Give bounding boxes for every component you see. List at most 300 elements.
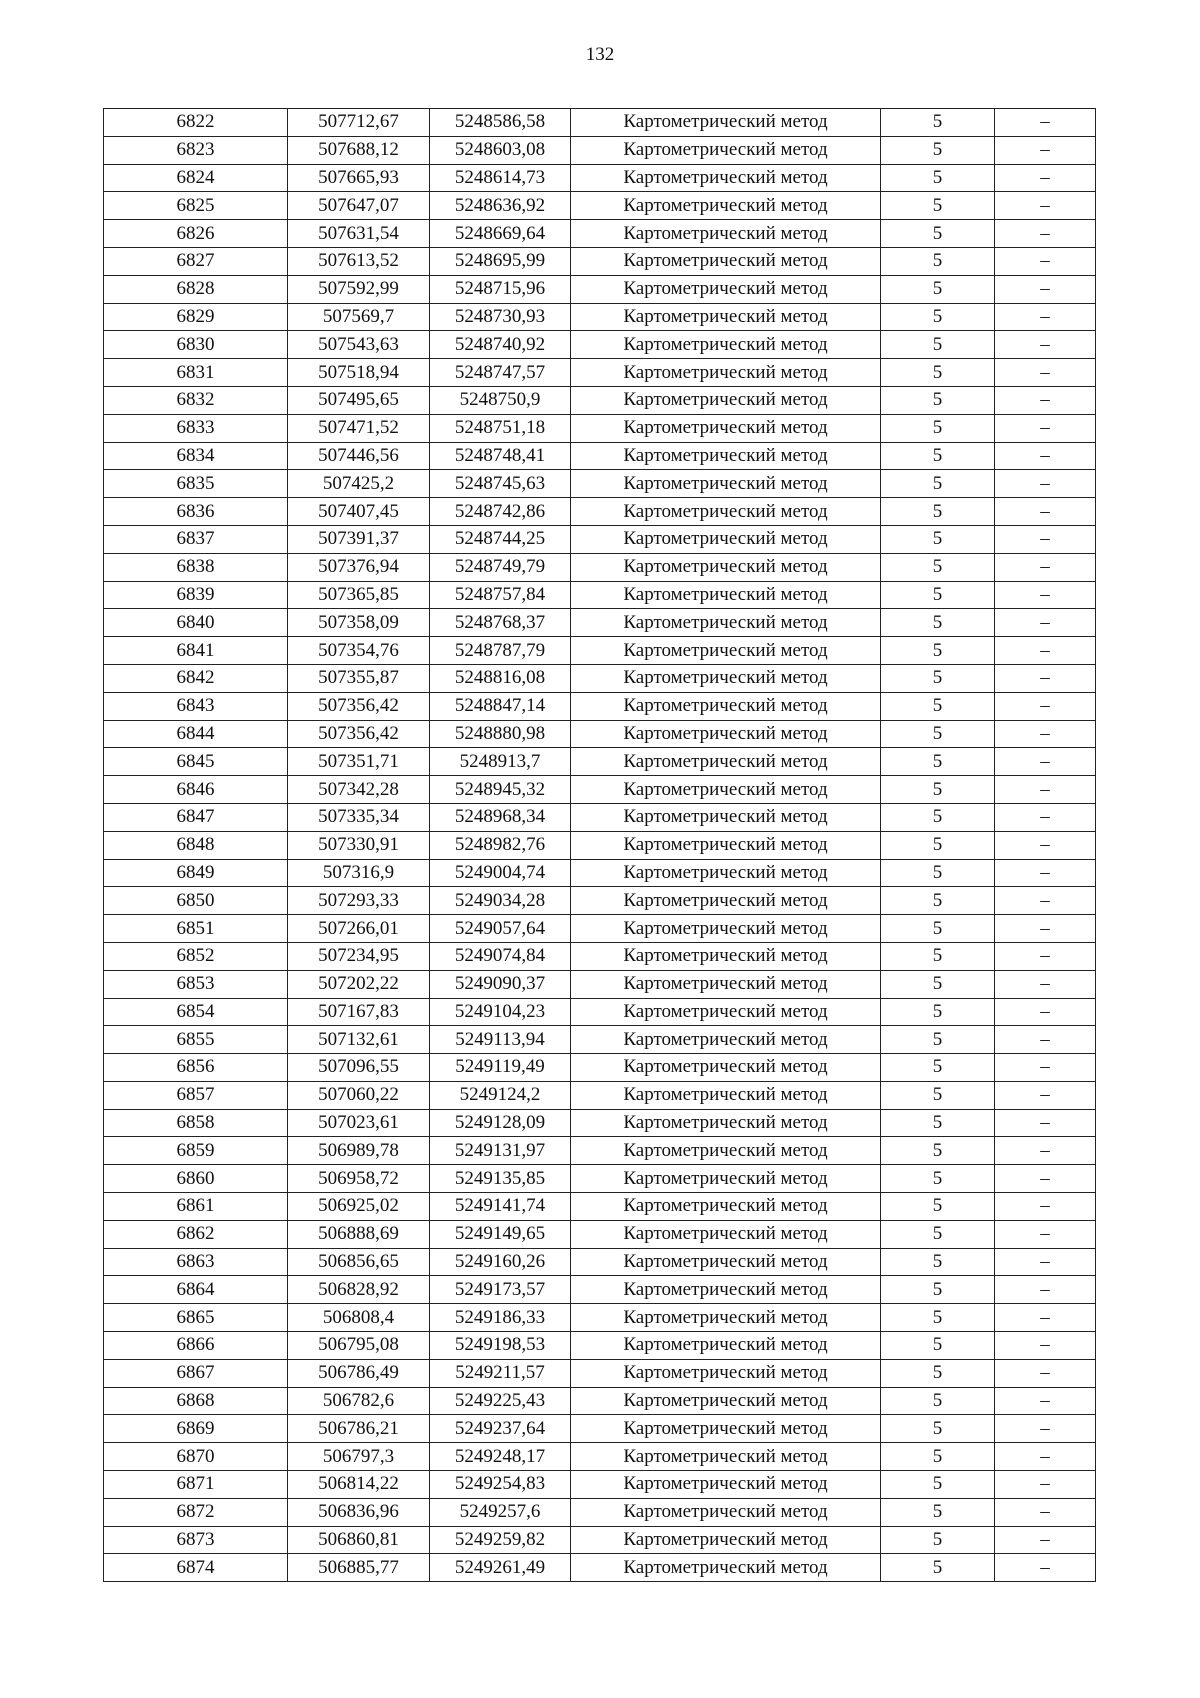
description-cell: – bbox=[995, 359, 1096, 387]
method-cell: Картометрический метод bbox=[571, 887, 881, 915]
x-coordinate-cell: 506814,22 bbox=[288, 1471, 430, 1499]
description-cell: – bbox=[995, 498, 1096, 526]
description-cell: – bbox=[995, 609, 1096, 637]
y-coordinate-cell: 5249034,28 bbox=[430, 887, 571, 915]
y-coordinate-cell: 5249211,57 bbox=[430, 1359, 571, 1387]
table-row bbox=[104, 303, 1096, 331]
y-coordinate-cell: 5249131,97 bbox=[430, 1137, 571, 1165]
x-coordinate-cell: 506856,65 bbox=[288, 1248, 430, 1276]
description-cell: – bbox=[995, 637, 1096, 665]
description-cell: – bbox=[995, 164, 1096, 192]
description-cell: – bbox=[995, 1109, 1096, 1137]
description-cell: – bbox=[995, 275, 1096, 303]
point-number-cell: 6860 bbox=[104, 1165, 288, 1193]
method-cell: Картометрический метод bbox=[571, 692, 881, 720]
x-coordinate-cell: 507365,85 bbox=[288, 581, 430, 609]
accuracy-cell: 5 bbox=[881, 386, 995, 414]
y-coordinate-cell: 5249004,74 bbox=[430, 859, 571, 887]
accuracy-cell: 5 bbox=[881, 748, 995, 776]
method-cell: Картометрический метод bbox=[571, 303, 881, 331]
point-number-cell: 6866 bbox=[104, 1332, 288, 1360]
table-row bbox=[104, 1443, 1096, 1471]
description-cell: – bbox=[995, 1054, 1096, 1082]
accuracy-cell: 5 bbox=[881, 331, 995, 359]
table-row bbox=[104, 1498, 1096, 1526]
point-number-cell: 6845 bbox=[104, 748, 288, 776]
table-row bbox=[104, 915, 1096, 943]
accuracy-cell: 5 bbox=[881, 1220, 995, 1248]
x-coordinate-cell: 506860,81 bbox=[288, 1526, 430, 1554]
y-coordinate-cell: 5249261,49 bbox=[430, 1554, 571, 1582]
accuracy-cell: 5 bbox=[881, 1415, 995, 1443]
method-cell: Картометрический метод bbox=[571, 998, 881, 1026]
point-number-cell: 6836 bbox=[104, 498, 288, 526]
table-row bbox=[104, 1081, 1096, 1109]
table-row bbox=[104, 1276, 1096, 1304]
accuracy-cell: 5 bbox=[881, 192, 995, 220]
accuracy-cell: 5 bbox=[881, 1165, 995, 1193]
y-coordinate-cell: 5249254,83 bbox=[430, 1471, 571, 1499]
table-row bbox=[104, 831, 1096, 859]
x-coordinate-cell: 506836,96 bbox=[288, 1498, 430, 1526]
point-number-cell: 6863 bbox=[104, 1248, 288, 1276]
accuracy-cell: 5 bbox=[881, 414, 995, 442]
method-cell: Картометрический метод bbox=[571, 498, 881, 526]
y-coordinate-cell: 5248757,84 bbox=[430, 581, 571, 609]
description-cell: – bbox=[995, 664, 1096, 692]
method-cell: Картометрический метод bbox=[571, 970, 881, 998]
y-coordinate-cell: 5249135,85 bbox=[430, 1165, 571, 1193]
description-cell: – bbox=[995, 1081, 1096, 1109]
point-number-cell: 6853 bbox=[104, 970, 288, 998]
x-coordinate-cell: 507688,12 bbox=[288, 136, 430, 164]
method-cell: Картометрический метод bbox=[571, 525, 881, 553]
description-cell: – bbox=[995, 192, 1096, 220]
method-cell: Картометрический метод bbox=[571, 581, 881, 609]
method-cell: Картометрический метод bbox=[571, 803, 881, 831]
method-cell: Картометрический метод bbox=[571, 1498, 881, 1526]
description-cell: – bbox=[995, 1554, 1096, 1582]
table-row bbox=[104, 414, 1096, 442]
description-cell: – bbox=[995, 220, 1096, 248]
table-row bbox=[104, 1554, 1096, 1582]
point-number-cell: 6855 bbox=[104, 1026, 288, 1054]
accuracy-cell: 5 bbox=[881, 915, 995, 943]
x-coordinate-cell: 506958,72 bbox=[288, 1165, 430, 1193]
description-cell: – bbox=[995, 303, 1096, 331]
point-number-cell: 6862 bbox=[104, 1220, 288, 1248]
method-cell: Картометрический метод bbox=[571, 720, 881, 748]
description-cell: – bbox=[995, 692, 1096, 720]
point-number-cell: 6832 bbox=[104, 386, 288, 414]
description-cell: – bbox=[995, 1276, 1096, 1304]
description-cell: – bbox=[995, 1415, 1096, 1443]
method-cell: Картометрический метод bbox=[571, 109, 881, 137]
accuracy-cell: 5 bbox=[881, 498, 995, 526]
method-cell: Картометрический метод bbox=[571, 637, 881, 665]
point-number-cell: 6868 bbox=[104, 1387, 288, 1415]
point-number-cell: 6830 bbox=[104, 331, 288, 359]
x-coordinate-cell: 507356,42 bbox=[288, 692, 430, 720]
table-row bbox=[104, 359, 1096, 387]
y-coordinate-cell: 5249119,49 bbox=[430, 1054, 571, 1082]
accuracy-cell: 5 bbox=[881, 859, 995, 887]
accuracy-cell: 5 bbox=[881, 247, 995, 275]
table-row bbox=[104, 1471, 1096, 1499]
point-number-cell: 6854 bbox=[104, 998, 288, 1026]
accuracy-cell: 5 bbox=[881, 609, 995, 637]
description-cell: – bbox=[995, 553, 1096, 581]
accuracy-cell: 5 bbox=[881, 359, 995, 387]
y-coordinate-cell: 5248603,08 bbox=[430, 136, 571, 164]
accuracy-cell: 5 bbox=[881, 1081, 995, 1109]
point-number-cell: 6833 bbox=[104, 414, 288, 442]
point-number-cell: 6848 bbox=[104, 831, 288, 859]
accuracy-cell: 5 bbox=[881, 1471, 995, 1499]
point-number-cell: 6864 bbox=[104, 1276, 288, 1304]
y-coordinate-cell: 5249141,74 bbox=[430, 1193, 571, 1221]
table-row bbox=[104, 887, 1096, 915]
y-coordinate-cell: 5248715,96 bbox=[430, 275, 571, 303]
x-coordinate-cell: 507446,56 bbox=[288, 442, 430, 470]
point-number-cell: 6847 bbox=[104, 803, 288, 831]
point-number-cell: 6840 bbox=[104, 609, 288, 637]
table-row bbox=[104, 581, 1096, 609]
method-cell: Картометрический метод bbox=[571, 1332, 881, 1360]
y-coordinate-cell: 5249113,94 bbox=[430, 1026, 571, 1054]
table-row bbox=[104, 553, 1096, 581]
point-number-cell: 6858 bbox=[104, 1109, 288, 1137]
method-cell: Картометрический метод bbox=[571, 1054, 881, 1082]
x-coordinate-cell: 507631,54 bbox=[288, 220, 430, 248]
x-coordinate-cell: 507358,09 bbox=[288, 609, 430, 637]
y-coordinate-cell: 5248669,64 bbox=[430, 220, 571, 248]
method-cell: Картометрический метод bbox=[571, 942, 881, 970]
table-row bbox=[104, 748, 1096, 776]
description-cell: – bbox=[995, 1248, 1096, 1276]
description-cell: – bbox=[995, 386, 1096, 414]
description-cell: – bbox=[995, 1304, 1096, 1332]
point-number-cell: 6865 bbox=[104, 1304, 288, 1332]
y-coordinate-cell: 5248740,92 bbox=[430, 331, 571, 359]
table-row bbox=[104, 1387, 1096, 1415]
description-cell: – bbox=[995, 970, 1096, 998]
description-cell: – bbox=[995, 1526, 1096, 1554]
accuracy-cell: 5 bbox=[881, 1026, 995, 1054]
point-number-cell: 6829 bbox=[104, 303, 288, 331]
y-coordinate-cell: 5249186,33 bbox=[430, 1304, 571, 1332]
table-row bbox=[104, 776, 1096, 804]
description-cell: – bbox=[995, 1359, 1096, 1387]
table-row bbox=[104, 247, 1096, 275]
y-coordinate-cell: 5248730,93 bbox=[430, 303, 571, 331]
table-row bbox=[104, 970, 1096, 998]
x-coordinate-cell: 507518,94 bbox=[288, 359, 430, 387]
y-coordinate-cell: 5249237,64 bbox=[430, 1415, 571, 1443]
point-number-cell: 6831 bbox=[104, 359, 288, 387]
x-coordinate-cell: 506786,49 bbox=[288, 1359, 430, 1387]
accuracy-cell: 5 bbox=[881, 1526, 995, 1554]
description-cell: – bbox=[995, 1165, 1096, 1193]
table-row bbox=[104, 498, 1096, 526]
point-number-cell: 6837 bbox=[104, 525, 288, 553]
table-row bbox=[104, 803, 1096, 831]
x-coordinate-cell: 507569,7 bbox=[288, 303, 430, 331]
x-coordinate-cell: 506808,4 bbox=[288, 1304, 430, 1332]
method-cell: Картометрический метод bbox=[571, 1415, 881, 1443]
table-row bbox=[104, 525, 1096, 553]
description-cell: – bbox=[995, 915, 1096, 943]
table-row bbox=[104, 859, 1096, 887]
description-cell: – bbox=[995, 998, 1096, 1026]
method-cell: Картометрический метод bbox=[571, 220, 881, 248]
description-cell: – bbox=[995, 942, 1096, 970]
description-cell: – bbox=[995, 1443, 1096, 1471]
table-row bbox=[104, 1109, 1096, 1137]
x-coordinate-cell: 507342,28 bbox=[288, 776, 430, 804]
point-number-cell: 6823 bbox=[104, 136, 288, 164]
accuracy-cell: 5 bbox=[881, 470, 995, 498]
description-cell: – bbox=[995, 581, 1096, 609]
point-number-cell: 6835 bbox=[104, 470, 288, 498]
description-cell: – bbox=[995, 803, 1096, 831]
y-coordinate-cell: 5249160,26 bbox=[430, 1248, 571, 1276]
method-cell: Картометрический метод bbox=[571, 1137, 881, 1165]
accuracy-cell: 5 bbox=[881, 720, 995, 748]
table-row bbox=[104, 442, 1096, 470]
y-coordinate-cell: 5248695,99 bbox=[430, 247, 571, 275]
point-number-cell: 6871 bbox=[104, 1471, 288, 1499]
x-coordinate-cell: 507665,93 bbox=[288, 164, 430, 192]
description-cell: – bbox=[995, 442, 1096, 470]
method-cell: Картометрический метод bbox=[571, 831, 881, 859]
description-cell: – bbox=[995, 748, 1096, 776]
x-coordinate-cell: 507391,37 bbox=[288, 525, 430, 553]
description-cell: – bbox=[995, 887, 1096, 915]
y-coordinate-cell: 5248636,92 bbox=[430, 192, 571, 220]
table-row bbox=[104, 386, 1096, 414]
x-coordinate-cell: 506828,92 bbox=[288, 1276, 430, 1304]
point-number-cell: 6834 bbox=[104, 442, 288, 470]
x-coordinate-cell: 507354,76 bbox=[288, 637, 430, 665]
accuracy-cell: 5 bbox=[881, 831, 995, 859]
method-cell: Картометрический метод bbox=[571, 1387, 881, 1415]
x-coordinate-cell: 507647,07 bbox=[288, 192, 430, 220]
point-number-cell: 6838 bbox=[104, 553, 288, 581]
table-row bbox=[104, 664, 1096, 692]
description-cell: – bbox=[995, 1137, 1096, 1165]
x-coordinate-cell: 507712,67 bbox=[288, 109, 430, 137]
y-coordinate-cell: 5248847,14 bbox=[430, 692, 571, 720]
y-coordinate-cell: 5249257,6 bbox=[430, 1498, 571, 1526]
point-number-cell: 6869 bbox=[104, 1415, 288, 1443]
y-coordinate-cell: 5249104,23 bbox=[430, 998, 571, 1026]
description-cell: – bbox=[995, 831, 1096, 859]
y-coordinate-cell: 5248768,37 bbox=[430, 609, 571, 637]
page-number: 132 bbox=[585, 44, 615, 65]
description-cell: – bbox=[995, 109, 1096, 137]
table-row bbox=[104, 1193, 1096, 1221]
coordinates-table-body bbox=[104, 109, 1096, 1582]
table-row bbox=[104, 1332, 1096, 1360]
x-coordinate-cell: 507293,33 bbox=[288, 887, 430, 915]
table-row bbox=[104, 1026, 1096, 1054]
x-coordinate-cell: 507407,45 bbox=[288, 498, 430, 526]
method-cell: Картометрический метод bbox=[571, 664, 881, 692]
table-row bbox=[104, 609, 1096, 637]
x-coordinate-cell: 507202,22 bbox=[288, 970, 430, 998]
point-number-cell: 6841 bbox=[104, 637, 288, 665]
description-cell: – bbox=[995, 859, 1096, 887]
x-coordinate-cell: 506989,78 bbox=[288, 1137, 430, 1165]
accuracy-cell: 5 bbox=[881, 970, 995, 998]
y-coordinate-cell: 5248968,34 bbox=[430, 803, 571, 831]
accuracy-cell: 5 bbox=[881, 136, 995, 164]
x-coordinate-cell: 507351,71 bbox=[288, 748, 430, 776]
x-coordinate-cell: 507592,99 bbox=[288, 275, 430, 303]
table-row bbox=[104, 220, 1096, 248]
point-number-cell: 6842 bbox=[104, 664, 288, 692]
description-cell: – bbox=[995, 525, 1096, 553]
method-cell: Картометрический метод bbox=[571, 1081, 881, 1109]
point-number-cell: 6850 bbox=[104, 887, 288, 915]
coordinates-table bbox=[103, 108, 1096, 1582]
accuracy-cell: 5 bbox=[881, 1304, 995, 1332]
method-cell: Картометрический метод bbox=[571, 776, 881, 804]
method-cell: Картометрический метод bbox=[571, 1526, 881, 1554]
accuracy-cell: 5 bbox=[881, 109, 995, 137]
x-coordinate-cell: 506797,3 bbox=[288, 1443, 430, 1471]
point-number-cell: 6857 bbox=[104, 1081, 288, 1109]
point-number-cell: 6839 bbox=[104, 581, 288, 609]
point-number-cell: 6849 bbox=[104, 859, 288, 887]
method-cell: Картометрический метод bbox=[571, 331, 881, 359]
method-cell: Картометрический метод bbox=[571, 609, 881, 637]
accuracy-cell: 5 bbox=[881, 1054, 995, 1082]
point-number-cell: 6844 bbox=[104, 720, 288, 748]
table-row bbox=[104, 164, 1096, 192]
accuracy-cell: 5 bbox=[881, 303, 995, 331]
description-cell: – bbox=[995, 1471, 1096, 1499]
description-cell: – bbox=[995, 331, 1096, 359]
method-cell: Картометрический метод bbox=[571, 859, 881, 887]
description-cell: – bbox=[995, 1387, 1096, 1415]
table-row bbox=[104, 1359, 1096, 1387]
accuracy-cell: 5 bbox=[881, 1109, 995, 1137]
accuracy-cell: 5 bbox=[881, 553, 995, 581]
x-coordinate-cell: 506795,08 bbox=[288, 1332, 430, 1360]
y-coordinate-cell: 5249173,57 bbox=[430, 1276, 571, 1304]
x-coordinate-cell: 507355,87 bbox=[288, 664, 430, 692]
method-cell: Картометрический метод bbox=[571, 915, 881, 943]
accuracy-cell: 5 bbox=[881, 581, 995, 609]
x-coordinate-cell: 507266,01 bbox=[288, 915, 430, 943]
method-cell: Картометрический метод bbox=[571, 1109, 881, 1137]
table-row bbox=[104, 109, 1096, 137]
accuracy-cell: 5 bbox=[881, 1276, 995, 1304]
description-cell: – bbox=[995, 414, 1096, 442]
y-coordinate-cell: 5248913,7 bbox=[430, 748, 571, 776]
y-coordinate-cell: 5248945,32 bbox=[430, 776, 571, 804]
y-coordinate-cell: 5248745,63 bbox=[430, 470, 571, 498]
table-row bbox=[104, 1137, 1096, 1165]
accuracy-cell: 5 bbox=[881, 887, 995, 915]
accuracy-cell: 5 bbox=[881, 1387, 995, 1415]
point-number-cell: 6856 bbox=[104, 1054, 288, 1082]
table-row bbox=[104, 637, 1096, 665]
x-coordinate-cell: 507060,22 bbox=[288, 1081, 430, 1109]
accuracy-cell: 5 bbox=[881, 1137, 995, 1165]
accuracy-cell: 5 bbox=[881, 1443, 995, 1471]
y-coordinate-cell: 5249248,17 bbox=[430, 1443, 571, 1471]
point-number-cell: 6861 bbox=[104, 1193, 288, 1221]
table-row bbox=[104, 942, 1096, 970]
table-row bbox=[104, 470, 1096, 498]
y-coordinate-cell: 5248751,18 bbox=[430, 414, 571, 442]
accuracy-cell: 5 bbox=[881, 1193, 995, 1221]
method-cell: Картометрический метод bbox=[571, 414, 881, 442]
description-cell: – bbox=[995, 776, 1096, 804]
x-coordinate-cell: 506782,6 bbox=[288, 1387, 430, 1415]
y-coordinate-cell: 5249198,53 bbox=[430, 1332, 571, 1360]
accuracy-cell: 5 bbox=[881, 942, 995, 970]
point-number-cell: 6822 bbox=[104, 109, 288, 137]
accuracy-cell: 5 bbox=[881, 692, 995, 720]
accuracy-cell: 5 bbox=[881, 1248, 995, 1276]
x-coordinate-cell: 507023,61 bbox=[288, 1109, 430, 1137]
point-number-cell: 6872 bbox=[104, 1498, 288, 1526]
point-number-cell: 6825 bbox=[104, 192, 288, 220]
point-number-cell: 6824 bbox=[104, 164, 288, 192]
x-coordinate-cell: 507495,65 bbox=[288, 386, 430, 414]
accuracy-cell: 5 bbox=[881, 220, 995, 248]
x-coordinate-cell: 507096,55 bbox=[288, 1054, 430, 1082]
table-row bbox=[104, 720, 1096, 748]
description-cell: – bbox=[995, 1498, 1096, 1526]
y-coordinate-cell: 5248742,86 bbox=[430, 498, 571, 526]
table-row bbox=[104, 136, 1096, 164]
method-cell: Картометрический метод bbox=[571, 442, 881, 470]
x-coordinate-cell: 507167,83 bbox=[288, 998, 430, 1026]
method-cell: Картометрический метод bbox=[571, 1304, 881, 1332]
method-cell: Картометрический метод bbox=[571, 275, 881, 303]
description-cell: – bbox=[995, 470, 1096, 498]
y-coordinate-cell: 5248749,79 bbox=[430, 553, 571, 581]
point-number-cell: 6867 bbox=[104, 1359, 288, 1387]
point-number-cell: 6826 bbox=[104, 220, 288, 248]
description-cell: – bbox=[995, 1193, 1096, 1221]
y-coordinate-cell: 5248747,57 bbox=[430, 359, 571, 387]
point-number-cell: 6828 bbox=[104, 275, 288, 303]
table-row bbox=[104, 1304, 1096, 1332]
point-number-cell: 6873 bbox=[104, 1526, 288, 1554]
accuracy-cell: 5 bbox=[881, 275, 995, 303]
point-number-cell: 6846 bbox=[104, 776, 288, 804]
table-row bbox=[104, 1165, 1096, 1193]
point-number-cell: 6827 bbox=[104, 247, 288, 275]
description-cell: – bbox=[995, 720, 1096, 748]
y-coordinate-cell: 5248816,08 bbox=[430, 664, 571, 692]
table-row bbox=[104, 998, 1096, 1026]
table-row bbox=[104, 1220, 1096, 1248]
y-coordinate-cell: 5248982,76 bbox=[430, 831, 571, 859]
accuracy-cell: 5 bbox=[881, 1332, 995, 1360]
table-row bbox=[104, 275, 1096, 303]
table-row bbox=[104, 1526, 1096, 1554]
description-cell: – bbox=[995, 136, 1096, 164]
method-cell: Картометрический метод bbox=[571, 1471, 881, 1499]
x-coordinate-cell: 507425,2 bbox=[288, 470, 430, 498]
